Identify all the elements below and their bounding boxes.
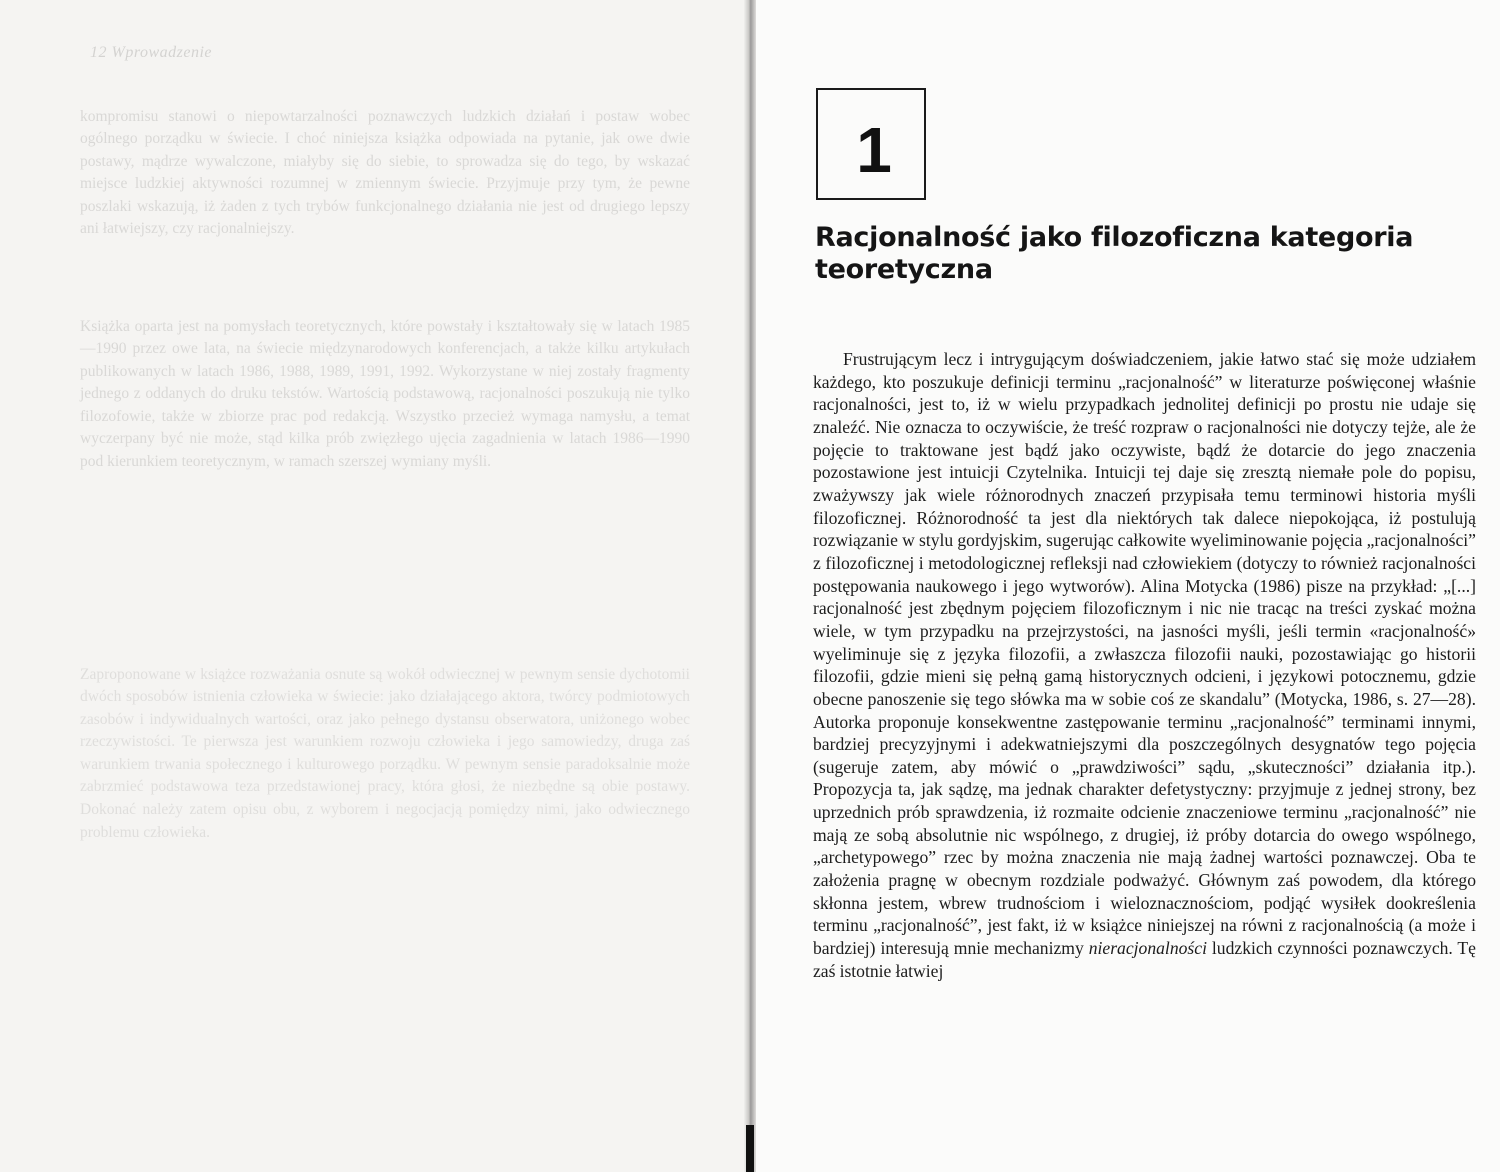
body-text-part1: Frustrującym lecz i intrygującym doświadczeniem, jakie łatwo stać się może udziałem każdego, kto poszukuje definicji terminu „racjonalność” w literaturze poświęconej właśnie racjonalności, jest to, iż w wielu przypadkach jednolitej definicji po prostu nie udaje się znaleźć. Nie oznacza to oczywiście, że treść rozpraw o racjonalności nie dotyczy tejże, ale że pojęcie to traktowane jest bądź jako oczywiste, bądź że dotarcie do jego znaczenia pozostawione jest intuicji Czytelnika. Intuicji tej daje się zresztą niemałe pole do popisu, zważywszy jak wiele różnorodnych znaczeń przypisała temu terminowi historia myśli filozoficznej. Różnorodność ta jest dla niektórych tak dalece niepokojąca, iż postulują rozwiązanie w stylu gordyjskim, sugerując całkowite wyeliminowanie pojęcia „racjonalności” z filozoficznej i metodologicznej refleksji nad człowiekiem (dotyczy to również racjonalności postępowania naukowego i jego wytworów). Alina Motycka (1986) pisze na przykład: „[...] racjonalność jest zbędnym pojęciem filozoficznym i nic nie tracąc na treści zyskać można wiele, w tym przypadku na przejrzystości, na jasności myśli, jeśli termin «racjonalność» wyeliminuje się z języka filozofii, a zwłaszcza filozofii nauki, pozostawiając go historii filozofii, gdzie mieni się pełną gamą historycznych odcieni, i językowi potocznemu, gdzie obecne panoszenie się tego słówka ma w sobie coś ze skandalu” (Motycka, 1986, s. 27—28). Autorka proponuje konsekwentne zastępowanie terminu „racjonalność” terminami innymi, bardziej precyzyjnymi i adekwatniejszymi dla poszczególnych desygnatów tego pojęcia (sugeruje zatem, aby mówić o „prawdziwości” sądu, „skuteczności” działania itp.). Propozycja ta, jak sądzę, ma jednak charakter defetystyczny: przyjmuje z jednej strony, bez uprzednich prób sprawdzenia, iż rozmaite odcienie znaczeniowe terminu „racjonalność” nie mają ze sobą absolutnie nic wspólnego, z drugiej, iż próby dotarcia do owego wspólnego, „archetypowego” rzec by można znaczenia nie mają żadnej wartości poznawczej. Oba te założenia pragnę w obecnym rozdziale podważyć. Głównym zaś powodem, dla którego skłonna jestem, wbrew trudnościom i wieloznacznościom, podjąć wysiłek dookreślenia terminu „racjonalność”, jest fakt, iż w książce niniejszej na równi z racjonalnością (a może i bardziej) interesują mnie mechanizmy [813,349,1476,959]
right-page [756,0,1500,1172]
body-text-part2: ludzkich czynności poznawczych. Tę zaś istotnie łatwiej [813,938,1476,981]
left-page-paragraph: Książka oparta jest na pomysłach teoretycznych, które powstały i kształtowały się w latach 1985—1990 przez owe lata, na świecie międzynarodowych konferencjach, a także kilku artykułach publikowanych w latach 1986, 1988, 1989, 1991, 1992. Wykorzystane w niej zostały fragmenty jednego z oddanych do druku tekstów. Wartością podstawową, racjonalności poszukują nie tylko filozofowie, także w zbiorze prac pod redakcją. Wszystko przecież wymaga namysłu, a temat wyczerpany być nie może, stąd kilka prób zwięzłego ujęcia zagadnienia w latach 1986—1990 pod kierunkiem teoretycznym, w ramach szerszej wymiany myśli. [80,317,690,471]
body-text-italic: nieracjonalności [1088,938,1207,959]
left-page-paragraph: kompromisu stanowi o niepowtarzalności poznawczych ludzkich działań i postaw wobec ogólnego porządku w świecie. I choć niniejsza książka odpowiada na pytanie, jak owe dwie postawy, mądrze wywalczone, miałyby się do siebie, to sprowadza się do tego, by wskazać miejsce ludzkiej aktywności rozumnej w zmiennym świecie. Przyjmuje przy tym, że pewne poszlaki wskazują, iż żaden z tych trybów funkcjonalnego działania nie jest od drugiego lepszy ani łatwiejszy, czy racjonalniejszy. [80,107,690,238]
chapter-number: 1 [856,114,892,186]
chapter-title: Racjonalność jako filozoficzna kategoria teoretyczna [815,222,1414,285]
left-page-header: 12 Wprowadzenie [90,44,213,61]
left-page-paragraph: Zaproponowane w książce rozważania osnute są wokół odwiecznej w pewnym sensie dychotomii dwóch sposobów istnienia człowieka w świecie: jako działającego aktora, twórcy podmiotowych zasobów i indywidualnych wartości, oraz jako pełnego dystansu obserwatora, uniżonego wobec rzeczywistości. Te pierwsza jest warunkiem rozwoju człowieka i jego samowiedzy, druga zaś warunkiem trwania społecznego i kulturowego porządku. W pewnym sensie paradoksalnie może zabrzmieć podstawowa teza przedstawionej pracy, która głosi, że niezbędne są obie postawy. Dokonać należy zatem opisu obu, z wyborem i negocjacją pomiędzy nimi, jako odwiecznego problemu człowieka. [80,665,690,841]
book-spine [744,0,756,1172]
left-page [0,0,748,1172]
spine-shadow [746,1125,754,1172]
chapter-body-paragraph [813,348,1476,982]
